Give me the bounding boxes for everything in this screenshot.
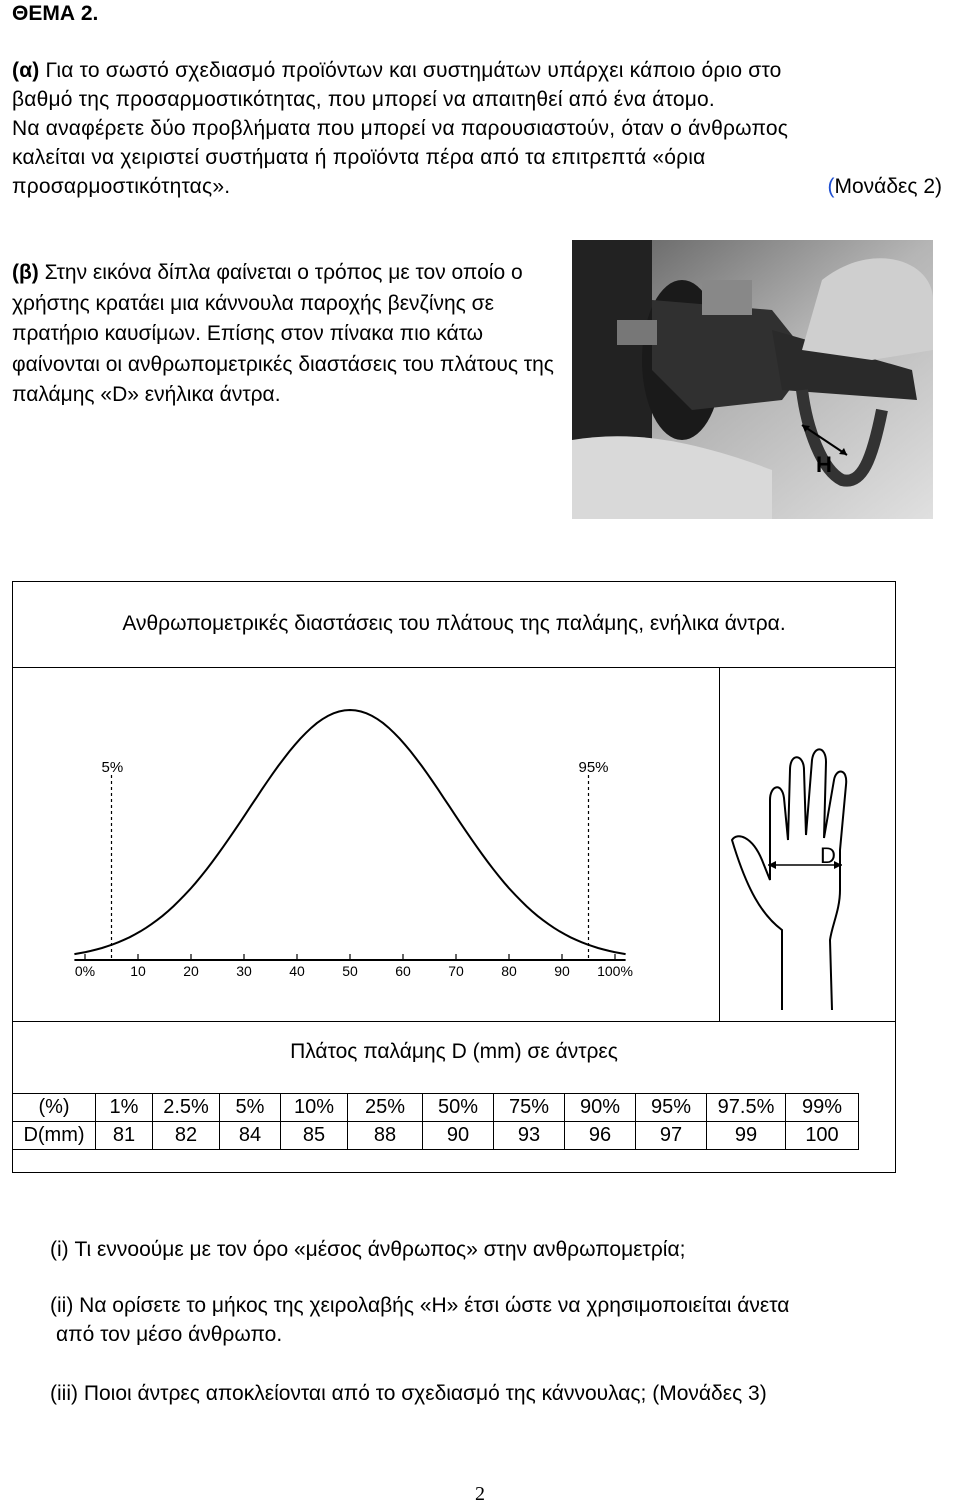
table-value-cell: 90 bbox=[423, 1122, 494, 1150]
part-a-line3: Να αναφέρετε δύο προβλήματα που μπορεί να παρουσιαστούν, όταν ο άνθρωπος bbox=[12, 117, 789, 140]
h-handle-label: H bbox=[816, 452, 832, 477]
question-ii-number: (ii) bbox=[50, 1294, 74, 1317]
x-axis-caption: Πλάτος παλάμης D (mm) σε άντρες bbox=[290, 1040, 618, 1063]
table-row-percentiles bbox=[13, 1094, 859, 1122]
table-value-cell: 100 bbox=[786, 1122, 859, 1150]
table-percentile-cell: 75% bbox=[494, 1094, 565, 1122]
table-percentile-cell: 95% bbox=[636, 1094, 707, 1122]
table-value-cell: 84 bbox=[220, 1122, 281, 1150]
part-b-label: (β) bbox=[12, 261, 39, 284]
question-iii bbox=[50, 1379, 767, 1408]
page-number: 2 bbox=[475, 1483, 485, 1505]
marks-text: Μονάδες 2) bbox=[834, 175, 942, 198]
table-percentile-cell: 97.5% bbox=[707, 1094, 786, 1122]
x-tick-label: 40 bbox=[289, 963, 305, 979]
table-value-cell: 96 bbox=[565, 1122, 636, 1150]
x-tick-label: 10 bbox=[130, 963, 146, 979]
x-tick-label: 50 bbox=[342, 963, 358, 979]
p95-label: 95% bbox=[578, 759, 609, 776]
table-percentile-cell: 10% bbox=[281, 1094, 348, 1122]
percentile-table bbox=[12, 1093, 859, 1150]
table-value-cell: 97 bbox=[636, 1122, 707, 1150]
table-percentile-cell: 25% bbox=[348, 1094, 423, 1122]
table-percentile-cell: 50% bbox=[423, 1094, 494, 1122]
normal-distribution-chart bbox=[60, 690, 680, 990]
table-percentile-cell: 5% bbox=[220, 1094, 281, 1122]
table-row-values bbox=[13, 1122, 859, 1150]
part-a-line2: βαθμό της προσαρμοστικότητας, που μπορεί να απαιτηθεί από ένα άτομο. bbox=[12, 88, 715, 111]
x-tick-label: 90 bbox=[554, 963, 570, 979]
part-a-label: (α) bbox=[12, 59, 40, 82]
part-a-line5: προσαρμοστικότητας». bbox=[12, 175, 231, 198]
table-row-label: D(mm) bbox=[13, 1122, 96, 1150]
x-tick-label: 0% bbox=[74, 963, 96, 979]
figure-title: Ανθρωπομετρικές διαστάσεις του πλάτους της παλάμης, ενήλικα άντρα. bbox=[12, 581, 896, 668]
section-heading: ΘΕΜΑ 2. bbox=[12, 2, 99, 25]
table-percentile-cell: 99% bbox=[786, 1094, 859, 1122]
table-value-cell: 81 bbox=[96, 1122, 153, 1150]
hand-d-label: D bbox=[820, 843, 836, 868]
part-a-marks bbox=[828, 175, 943, 199]
part-a-line1: Για το σωστό σχεδιασμό προϊόντων και συστημάτων υπάρχει κάποιο όριο στο bbox=[39, 59, 782, 82]
hand-outline bbox=[722, 740, 892, 1010]
table-header-cell: (%) bbox=[13, 1094, 96, 1122]
part-a-line4: καλείται να χειριστεί συστήματα ή προϊόντα πέρα από τα επιτρεπτά «όρια bbox=[12, 146, 706, 169]
question-i bbox=[50, 1235, 685, 1264]
question-ii-text-line2: από τον μέσο άνθρωπο. bbox=[56, 1323, 283, 1346]
x-tick-label: 100% bbox=[597, 963, 633, 979]
table-value-cell: 93 bbox=[494, 1122, 565, 1150]
fuel-nozzle-illustration bbox=[572, 240, 933, 519]
question-iii-text: Ποιοι άντρες αποκλείονται από το σχεδιασμό της κάννουλας; (Μονάδες 3) bbox=[77, 1382, 767, 1405]
x-tick-label: 80 bbox=[501, 963, 517, 979]
figure-column-divider bbox=[719, 668, 720, 1022]
question-ii-text-line1: Να ορίσετε το μήκος της χειρολαβής «Η» έτσι ώστε να χρησιμοποιείται άνετα bbox=[73, 1294, 790, 1317]
part-b-text: Στην εικόνα δίπλα φαίνεται ο τρόπος με τον οποίο ο χρήστης κρατάει μια κάννουλα παροχής βενζίνης σε πρατήριο καυσίμων. Επίσης στον πίνακα πιο κάτω φαίνονται οι ανθρωπομετρικές διαστάσεις του πλάτους της παλάμης «D» ενήλικα άντρα. bbox=[12, 261, 554, 406]
question-i-text: Τι εννοούμε με τον όρο «μέσος άνθρωπος» στην ανθρωπομετρία; bbox=[68, 1238, 686, 1261]
marks-paren: ( bbox=[827, 175, 835, 198]
question-ii bbox=[50, 1291, 789, 1349]
part-b-paragraph bbox=[12, 258, 572, 411]
fuel-nozzle-photo bbox=[572, 240, 933, 519]
figure-row-divider bbox=[12, 1021, 896, 1022]
table-value-cell: 82 bbox=[153, 1122, 220, 1150]
table-value-cell: 88 bbox=[348, 1122, 423, 1150]
x-tick-label: 60 bbox=[395, 963, 411, 979]
x-tick-label: 20 bbox=[183, 963, 199, 979]
x-tick-label: 30 bbox=[236, 963, 252, 979]
table-percentile-cell: 2.5% bbox=[153, 1094, 220, 1122]
question-iii-number: (iii) bbox=[50, 1382, 78, 1405]
p5-label: 5% bbox=[101, 759, 124, 776]
table-percentile-cell: 90% bbox=[565, 1094, 636, 1122]
part-a-paragraph bbox=[12, 56, 944, 201]
table-percentile-cell: 1% bbox=[96, 1094, 153, 1122]
hand-outline-path bbox=[732, 749, 846, 1010]
x-tick-label: 70 bbox=[448, 963, 464, 979]
table-value-cell: 99 bbox=[707, 1122, 786, 1150]
distribution-curve bbox=[74, 710, 625, 954]
question-i-number: (i) bbox=[50, 1238, 69, 1261]
table-value-cell: 85 bbox=[281, 1122, 348, 1150]
